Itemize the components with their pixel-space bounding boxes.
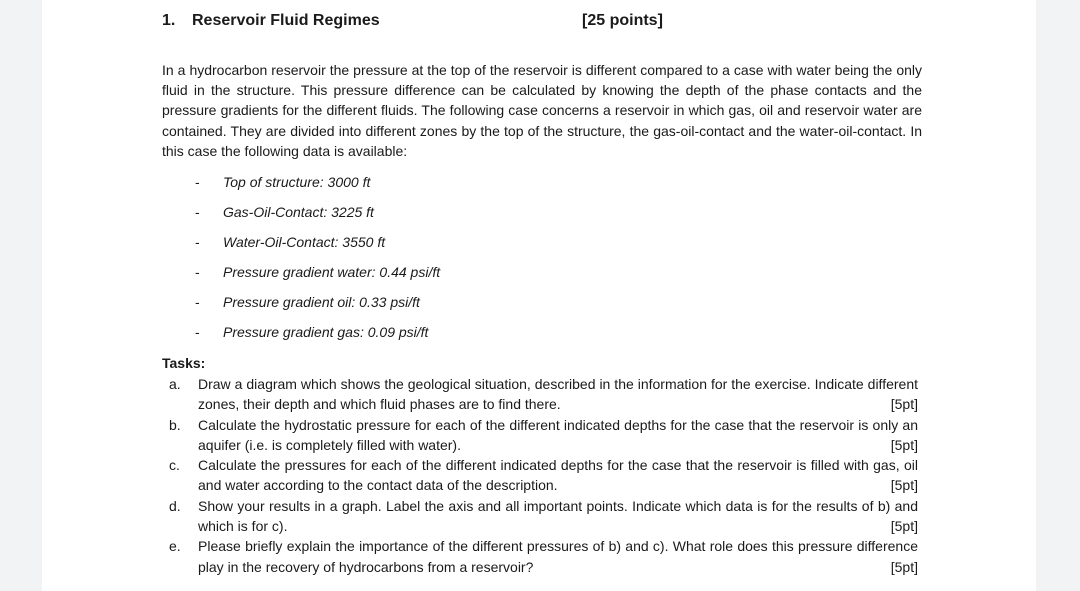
bullet-dash: - xyxy=(195,204,200,220)
task-letter: e. xyxy=(169,538,181,555)
task-text: Draw a diagram which shows the geological situation, described in the information for the exercise. Indicate different zones, their depth and which fluid phases are to find there. xyxy=(198,376,918,413)
question-points: [25 points] xyxy=(582,12,663,29)
data-item xyxy=(162,202,922,232)
task-item xyxy=(162,536,922,577)
question-title: Reservoir Fluid Regimes xyxy=(192,12,380,29)
task-letter: b. xyxy=(169,416,181,433)
task-item xyxy=(162,455,922,496)
data-item-text: Gas-Oil-Contact: 3225 ft xyxy=(223,204,374,220)
task-item xyxy=(162,496,922,537)
task-item xyxy=(162,374,922,415)
bullet-dash: - xyxy=(195,174,200,190)
task-points: [5pt] xyxy=(890,517,918,534)
data-list xyxy=(162,172,922,352)
tasks-heading: Tasks: xyxy=(162,355,206,371)
task-text: Calculate the pressures for each of the different indicated depths for the case that the reservoir is filled with gas, oil and water according to the contact data of the description. xyxy=(198,457,918,494)
data-item xyxy=(162,262,922,292)
task-letter: a. xyxy=(169,376,181,392)
task-text: Show your results in a graph. Label the axis and all important points. Indicate which data is for the results of b) and which is for c). xyxy=(198,497,918,534)
task-points: [5pt] xyxy=(890,396,918,413)
data-item xyxy=(162,322,922,352)
data-item-text: Pressure gradient gas: 0.09 psi/ft xyxy=(223,324,429,340)
task-points: [5pt] xyxy=(890,477,918,494)
task-text: Please briefly explain the importance of the different pressures of b) and c). What role does this pressure difference play in the recovery of hydrocarbons from a reservoir? xyxy=(198,538,918,575)
task-letter: c. xyxy=(169,457,180,474)
task-letter: d. xyxy=(169,497,181,514)
data-item-text: Top of structure: 3000 ft xyxy=(223,174,371,190)
data-item-text: Pressure gradient oil: 0.33 psi/ft xyxy=(223,294,420,310)
data-item xyxy=(162,172,922,202)
task-points: [5pt] xyxy=(890,436,918,453)
data-item-text: Water-Oil-Contact: 3550 ft xyxy=(223,234,386,250)
task-item xyxy=(162,415,922,456)
task-points: [5pt] xyxy=(890,558,918,575)
document-page xyxy=(42,0,1036,591)
question-number: 1. xyxy=(162,12,176,29)
data-item xyxy=(162,292,922,322)
bullet-dash: - xyxy=(195,234,200,250)
task-list xyxy=(162,374,922,577)
bullet-dash: - xyxy=(195,294,200,310)
data-item xyxy=(162,232,922,262)
intro-paragraph: In a hydrocarbon reservoir the pressure at the top of the reservoir is different compared to a case with water being the only fluid in the structure. This pressure difference can be calculated by knowing the depth of the phase contacts and the pressure gradients for the different fluids. The following case concerns a reservoir in which gas, oil and reservoir water are contained. They are divided into different zones by the top of the structure, the gas-oil-contact and the water-oil-contact. In this case the following data is available: xyxy=(162,62,922,159)
bullet-dash: - xyxy=(195,324,200,340)
data-item-text: Pressure gradient water: 0.44 psi/ft xyxy=(223,264,441,280)
task-text: Calculate the hydrostatic pressure for each of the different indicated depths for the case that the reservoir is only an aquifer (i.e. is completely filled with water). xyxy=(198,416,918,453)
bullet-dash: - xyxy=(195,264,200,280)
